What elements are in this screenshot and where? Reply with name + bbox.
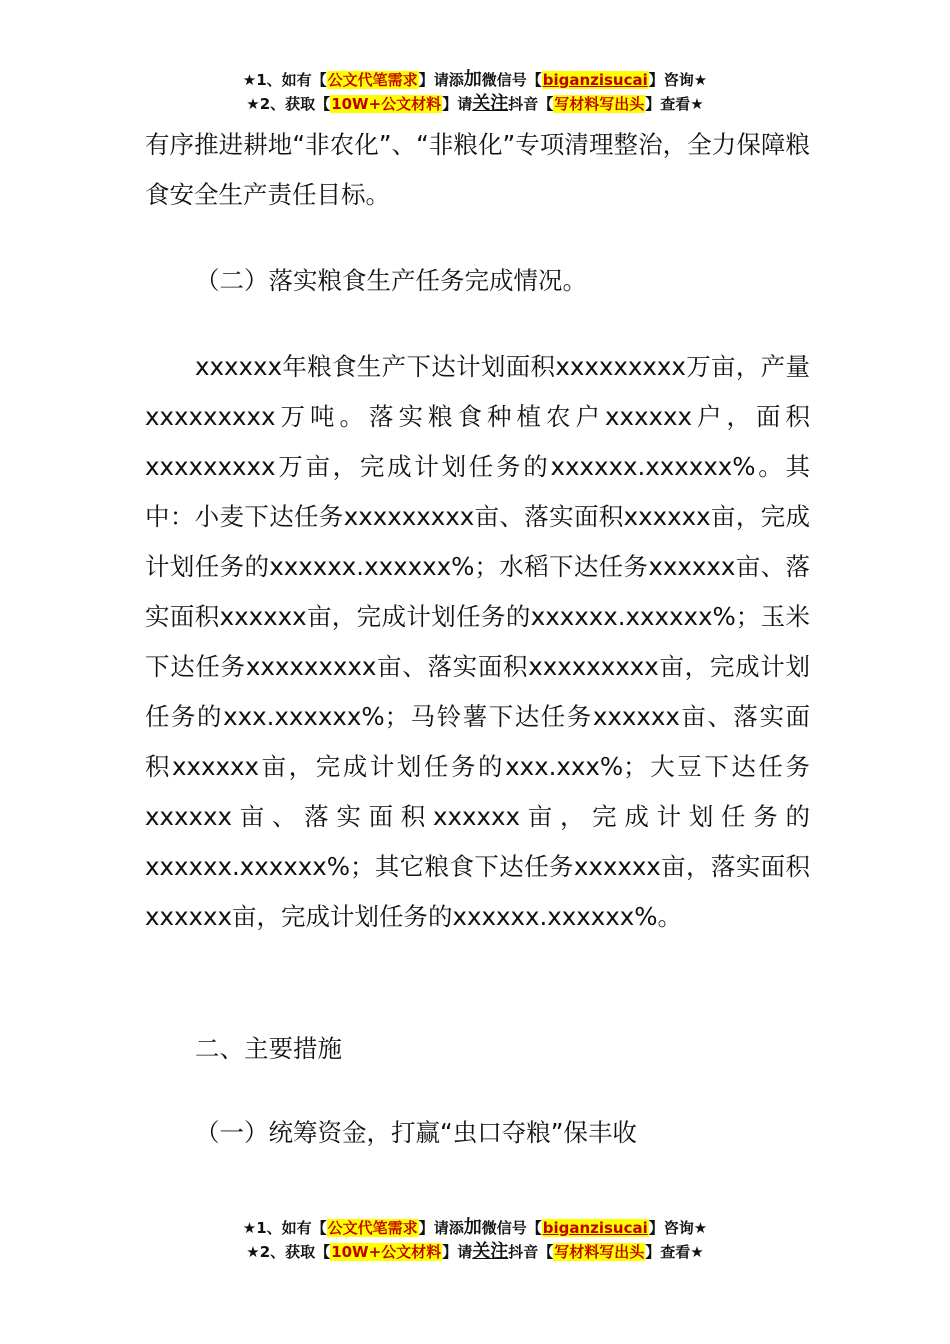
banner-text: 抖音【 <box>508 1243 554 1261</box>
body-paragraph-block <box>145 342 810 942</box>
banner-text: 关注 <box>472 1241 509 1262</box>
footer-banner <box>0 1216 950 1264</box>
banner-highlight: 写材料写出头 <box>554 95 645 113</box>
banner-wechat-id: biganzisucai <box>542 1219 648 1237</box>
banner-text: 微信号【 <box>481 1219 542 1237</box>
section-heading-block <box>145 256 810 306</box>
banner-wechat-id: biganzisucai <box>542 71 648 89</box>
banner-text: ★1、如有 <box>242 71 312 89</box>
section-heading-block-2 <box>145 1024 810 1074</box>
banner-text: 】请添 <box>418 1219 464 1237</box>
banner-line-1 <box>0 68 950 92</box>
banner-highlight: 10W+公文材料 <box>331 95 442 113</box>
subsection-heading: （二）落实粮食生产任务完成情况。 <box>195 266 587 295</box>
banner-line-1 <box>0 1216 950 1240</box>
banner-text: 【 <box>311 1219 327 1237</box>
banner-text: 加 <box>463 69 482 90</box>
body-paragraph: xxxxxx年粮食生产下达计划面积xxxxxxxxx万亩，产量xxxxxxxxx万吨。落实粮食种植农户xxxxxx户，面积xxxxxxxxx万亩，完成计划任务的xxxxxx.xxxxxx%。其中：小麦下达任务xxxxxxxxx亩、落实面积xxxxxx亩，完成计划任务的xxxxxx.xxxxxx%；水稻下达任务xxxxxx亩、落实面积xxxxxx亩，完成计划任务的xxxxxx.xxxxxx%；玉米下达任务xxxxxxxxx亩、落实面积xxxxxxxxx亩，完成计划任务的xxx.xxxxxx%；马铃薯下达任务xxxxxx亩、落实面积xxxxxx亩，完成计划任务的xxx.xxx%；大豆下达任务xxxxxx亩、落实面积xxxxxx亩，完成计划任务的xxxxxx.xxxxxx%；其它粮食下达任务xxxxxx亩，落实面积xxxxxx亩，完成计划任务的xxxxxx.xxxxxx%。 <box>145 352 810 931</box>
banner-text: 】请 <box>442 95 473 113</box>
banner-highlight: 公文代笔需求 <box>327 1219 418 1237</box>
banner-text: 抖音【 <box>508 95 554 113</box>
subsection-heading: （一）统筹资金，打赢“虫口夺粮”保丰收 <box>195 1118 637 1147</box>
document-body <box>145 120 810 220</box>
banner-text: 】请添 <box>418 71 464 89</box>
banner-text: 关注 <box>472 93 509 114</box>
section-heading: 二、主要措施 <box>195 1034 342 1063</box>
banner-text: 【 <box>311 71 327 89</box>
banner-text: 】查看★ <box>645 95 704 113</box>
banner-text: 】查看★ <box>645 1243 704 1261</box>
header-banner <box>0 68 950 116</box>
banner-line-2 <box>0 1240 950 1264</box>
banner-text: 】咨询★ <box>648 71 708 89</box>
paragraph-continuation: 有序推进耕地“非农化”、“非粮化”专项清理整治，全力保障粮食安全生产责任目标。 <box>145 130 810 209</box>
banner-text: ★1、如有 <box>242 1219 312 1237</box>
banner-text: ★2、获取【 <box>246 95 331 113</box>
banner-text: 】咨询★ <box>648 1219 708 1237</box>
banner-highlight: 写材料写出头 <box>554 1243 645 1261</box>
banner-text: 】请 <box>442 1243 473 1261</box>
banner-highlight: 10W+公文材料 <box>331 1243 442 1261</box>
banner-highlight: 公文代笔需求 <box>327 71 418 89</box>
banner-text: ★2、获取【 <box>246 1243 331 1261</box>
section-heading-block-3 <box>145 1108 810 1158</box>
banner-line-2 <box>0 92 950 116</box>
banner-text: 加 <box>463 1217 482 1238</box>
banner-text: 微信号【 <box>481 71 542 89</box>
